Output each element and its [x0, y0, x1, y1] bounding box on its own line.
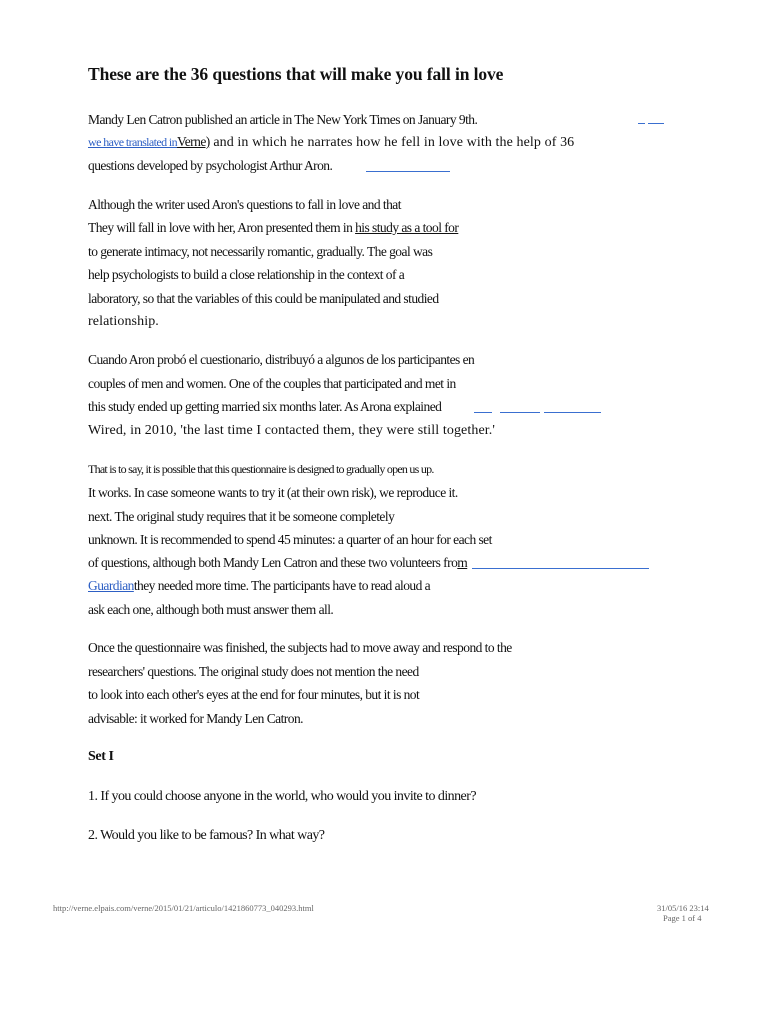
section-title: Set I	[88, 749, 114, 764]
verne-text: Verne)	[177, 134, 210, 149]
footer-page-number: Page 1 of 4	[663, 913, 702, 923]
p2-line-6: relationship.	[88, 314, 159, 329]
guardian-link[interactable]: Guardian	[88, 578, 134, 593]
p2-line-4: help psychologists to build a close relationship in the context of a	[88, 267, 405, 282]
p2-line-1: Although the writer used Aron's questions to fall in love and that	[88, 197, 401, 212]
question-1: 1. If you could choose anyone in the world, who would you invite to dinner?	[88, 789, 476, 804]
p5-line-2: researchers' questions. The original study does not mention the need	[88, 664, 419, 679]
p5-line-1: Once the questionnaire was finished, the subjects had to move away and respond to the	[88, 640, 512, 655]
p4-line-5-link-start[interactable]: m	[457, 555, 468, 570]
p1-line-3: questions developed by psychologist Arthur Aron.	[88, 158, 333, 173]
question-2: 2. Would you like to be famous? In what way?	[88, 828, 325, 843]
p3-line-4: Wired, in 2010, 'the last time I contacted them, they were still together.'	[88, 423, 495, 438]
p3-line-1: Cuando Aron probó el cuestionario, distribuyó a algunos de los participantes en	[88, 352, 475, 367]
link-underline[interactable]	[544, 412, 601, 413]
article-title: These are the 36 questions that will make you fall in love	[88, 64, 504, 84]
link-underline[interactable]	[638, 123, 645, 124]
p2-line-5: laboratory, so that the variables of this could be manipulated and studied	[88, 291, 439, 306]
p2-line-2-text: They will fall in love with her, Aron presented them in	[88, 220, 356, 235]
p4-line-5-text: of questions, although both Mandy Len Catron and these two volunteers fro	[88, 555, 458, 570]
link-underline[interactable]	[500, 412, 540, 413]
p4-line-7: ask each one, although both must answer them all.	[88, 602, 334, 617]
translated-link[interactable]: we have translated in	[88, 135, 178, 149]
p3-line-2: couples of men and women. One of the couples that participated and met in	[88, 376, 456, 391]
link-underline[interactable]	[474, 412, 492, 413]
p3-line-3: this study ended up getting married six months later. As Arona explained	[88, 399, 442, 414]
p4-line-5	[88, 554, 467, 572]
footer-datetime: 31/05/16 23:14	[657, 903, 709, 913]
footer-url: http://verne.elpais.com/verne/2015/01/21/articulo/1421860773_040293.html	[53, 903, 314, 913]
p4-line-6	[88, 577, 430, 595]
p1-line-2-text: and in which he narrates how he fell in love with the help of 36	[209, 135, 575, 150]
p5-line-3: to look into each other's eyes at the end for four minutes, but it is not	[88, 687, 420, 702]
p2-line-3: to generate intimacy, not necessarily romantic, gradually. The goal was	[88, 244, 433, 259]
link-underline[interactable]	[366, 171, 450, 172]
p1-line-2	[88, 133, 574, 152]
study-link[interactable]: his study as a tool for	[355, 220, 459, 235]
p1-line-1: Mandy Len Catron published an article in The New York Times on January 9th.	[88, 112, 478, 127]
link-underline[interactable]	[472, 568, 649, 569]
p5-line-4: advisable: it worked for Mandy Len Catron.	[88, 711, 303, 726]
p4-line-2: It works. In case someone wants to try it (at their own risk), we reproduce it.	[88, 485, 458, 500]
p4-line-1: That is to say, it is possible that this questionnaire is designed to gradually open us up.	[88, 462, 434, 476]
link-underline[interactable]	[648, 123, 664, 124]
p4-line-6-text: they needed more time. The participants have to read aloud a	[133, 578, 431, 593]
p4-line-4: unknown. It is recommended to spend 45 minutes: a quarter of an hour for each set	[88, 532, 492, 547]
p2-line-2	[88, 219, 458, 237]
p4-line-3: next. The original study requires that it be someone completely	[88, 509, 395, 524]
